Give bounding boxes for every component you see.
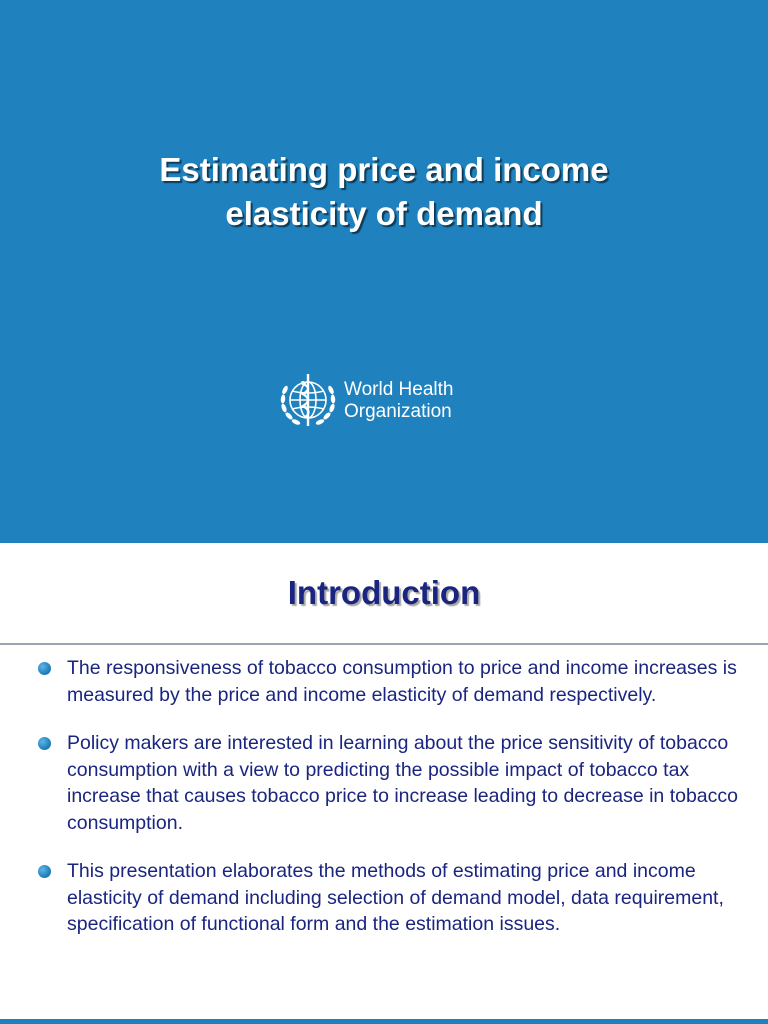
bullet-text: This presentation elaborates the methods of estimating price and income elasticity of demand including selection of demand model, data requirement, specification of functional form and the estimation issues. [67,860,724,935]
who-name [344,379,453,423]
bullet-text: The responsiveness of tobacco consumption to price and income increases is measured by the price and income elasticity of demand respectively. [67,657,737,706]
slide-title-line-1: Estimating price and income [159,151,609,188]
bullet-dot-icon [38,865,51,878]
who-name-line-1: World Health [344,379,454,400]
who-name-line-2: Organization [344,401,452,422]
bullet-item [38,858,738,938]
bullet-item [38,655,738,708]
bullet-dot-icon [38,737,51,750]
introduction-slide [0,543,768,1024]
heading-divider [0,643,768,645]
who-emblem-icon [276,370,340,434]
bullet-item [38,730,738,836]
introduction-heading: Introduction [287,574,481,611]
bullet-text: Policy makers are interested in learning about the price sensitivity of tobacco consumption with a view to predicting the possible impact of tobacco tax increase that causes tobacco price to increase leading to decrease in tobacco consumption. [67,732,738,834]
slide-title [0,148,768,236]
bullet-dot-icon [38,662,51,675]
who-logo [276,370,476,434]
bullet-list [38,655,738,960]
footer-bar [0,1019,768,1024]
slide-title-line-2: elasticity of demand [225,195,543,232]
